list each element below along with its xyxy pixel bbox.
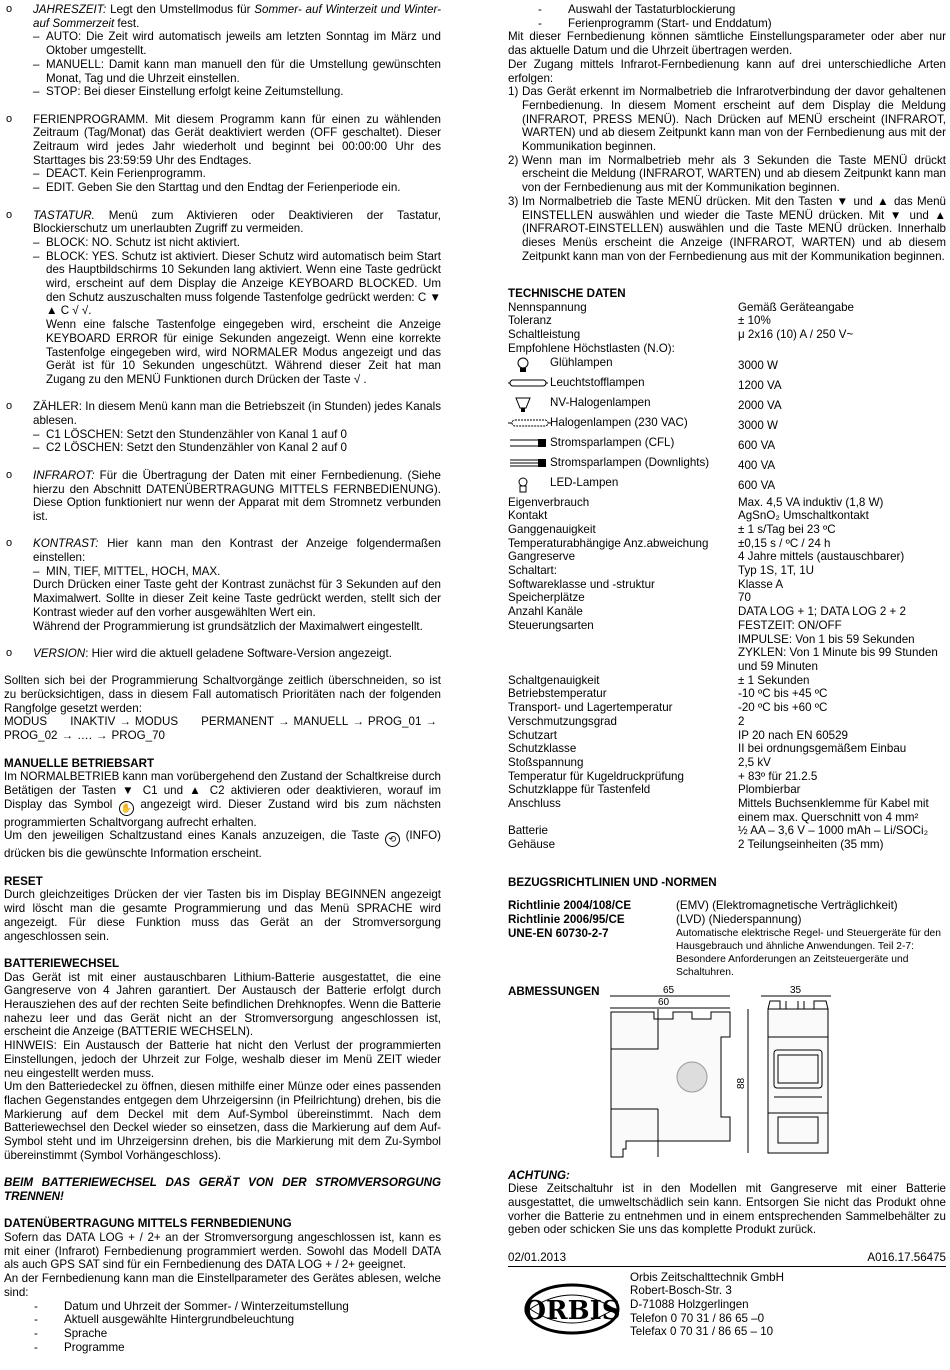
standard-id: Richtlinie 2004/108/CE [508, 899, 632, 913]
battery-text-1: Das Gerät ist mit einer austauschbaren Lithium-Batterie ausgestattet, die eine Gangreserve von 4 Jahren garantiert. Der Austausch der Batterie erfolgt durch Herausziehen des auf der rechten Seite befindlichen Drehknopfes. Wenn die Batterie nahezu leer und das Gerät nicht an der Stromversorgung angeschlossen ist, erscheint die Anzeige (BATTERIE WECHSELN). [4, 970, 441, 1039]
spec-row [508, 523, 948, 537]
lamp-name: Stromsparlampen (Downlights) [550, 455, 710, 469]
halogen-icon [508, 416, 548, 430]
spec-value: DATA LOG + 1; DATA LOG 2 + 2 [738, 605, 906, 619]
spec-key: Batterie [508, 824, 548, 838]
bullet-icon: o [6, 112, 13, 125]
spec-value: Typ 1S, 1T, 1U [738, 564, 815, 578]
spec-row [508, 797, 948, 824]
lamp-value: 400 VA [738, 458, 776, 472]
lamp-row [508, 436, 948, 456]
list-item: - Ferienprogramm (Start- und Enddatum) [538, 17, 946, 31]
lamp-name: Stromsparlampen (CFL) [550, 435, 675, 449]
lamps-table [508, 356, 948, 496]
spec-key: Transport- und Lagertemperatur [508, 701, 673, 715]
list-item: - Aktuell ausgewählte Hintergrundbeleuchtung [34, 1313, 441, 1327]
ferien-item [4, 113, 441, 195]
spec-row [508, 550, 948, 564]
battery-heading: BATTERIEWECHSEL [4, 956, 120, 970]
dimensions-heading: ABMESSUNGEN [508, 984, 600, 998]
lamp-value: 600 VA [738, 438, 776, 452]
manuelle-text-1 [4, 770, 441, 829]
manuelle-heading: MANUELLE BETRIEBSART [4, 756, 155, 770]
jahreszeit-text-italic: Sommer- auf Winterzeit und Winter- auf Sommerzeit [33, 3, 441, 30]
kontrast-extra2: Während der Programmierung ist grundsätzlich der Maximalwert eingestellt. [33, 619, 423, 633]
spec-row [508, 496, 948, 510]
lamp-row [508, 456, 948, 476]
spec-key: Verschmutzungsgrad [508, 714, 617, 728]
spec-key: Schaltart: [508, 564, 557, 578]
caution-heading: ACHTUNG: [508, 1168, 570, 1182]
flow-item: MODUS INAKTIV [4, 715, 116, 729]
spec-value: AgSnO₂ Umschaltkontakt [738, 509, 869, 523]
bullet-icon: o [6, 537, 13, 550]
numbered-item: 3) Im Normalbetrieb die Taste MENÜ drücken. Mit den Tasten ▼ und ▲ das Menü EINSTELLEN auswählen und wieder die Taste MENÜ drücken. Mit ▼ und ▲ (INFRAROT-EINSTELLEN) auswählen und die Taste MENÜ drücken. Innerhalb dieses Menüs erscheint die Anzeige (INFRAROT, WARTEN) und ab diesem Zeitpunkt kann man von der Fernbedienung aus mit der Kommunikation beginnen. [508, 194, 946, 263]
sub-item: – STOP: Bei dieser Einstellung erfolgt keine Zeitumstellung. [33, 85, 441, 99]
spec-row [508, 838, 948, 852]
numbered-text: Wenn man im Normalbetrieb mehr als 3 Sekunden die Taste MENÜ drückt erscheint die Meldung (INFRAROT, WARTEN) und ab diesem Zeitpunkt kann man von der Fernbedienung aus mit der Kommunikation beginnen. [522, 153, 946, 195]
spec-key: Betriebstemperatur [508, 687, 607, 701]
downlight-icon [508, 456, 548, 470]
spec-row [508, 824, 948, 838]
flow-item: …. [77, 729, 92, 743]
manuelle-text-c: Um den jeweiligen Schaltzustand eines Kanals anzuzeigen, die Taste [4, 829, 380, 843]
lamp-value: 3000 W [738, 418, 778, 432]
spec-row [508, 537, 948, 551]
spec-key: Ganggenauigkeit [508, 522, 596, 536]
sub-item: – C2 LÖSCHEN: Setzt den Stundenzähler von Kanal 2 auf 0 [33, 441, 441, 455]
spec-row [508, 509, 948, 523]
spec-key: Steuerungsarten [508, 618, 594, 632]
spec-value: 2 Teilungseinheiten (35 mm) [738, 838, 884, 852]
spec-row [508, 564, 948, 578]
spec-row [508, 783, 948, 797]
kontrast-extra1: Durch Drücken einer Taste geht der Kontrast zunächst für 3 Sekunden auf den Maximalwert. Sollte in dieser Zeit keine Taste gedrückt werden, stellt sich der Kontrast wieder auf den vorher ausgewählten Wert ein. [33, 578, 441, 619]
spec-value: -10 ºC bis +45 ºC [738, 687, 828, 701]
manuelle-text-b: angezeigt wird. Dieser Zustand wird bis zum nächsten programmierten Schaltvorgang aufrecht erhalten. [4, 797, 441, 829]
tastatur-head: TASTATUR. [33, 208, 95, 222]
spec-value: 4 Jahre mittels (austauschbarer) [738, 550, 905, 564]
flow-item: PROG_70 [111, 729, 166, 743]
numbered-item: 2) Wenn man im Normalbetrieb mehr als 3 Sekunden die Taste MENÜ drückt erscheint die Meldung (INFRAROT, WARTEN) und ab diesem Zeitpunkt kann man von der Fernbedienung aus mit der Kommunikation beginnen. [508, 153, 946, 195]
spec-key: Speicherplätze [508, 591, 585, 605]
sub-item: – DEACT. Kein Ferienprogramm. [33, 167, 441, 181]
arrow-right-icon: → [61, 729, 74, 743]
bullet-icon: o [6, 646, 13, 659]
kontrast-head: KONTRAST: [33, 537, 99, 551]
spec-value: Plombierbar [738, 783, 801, 797]
list-item: - Programme [34, 1341, 441, 1355]
standards-heading: BEZUGSRICHTLINIEN UND -NORMEN [508, 875, 717, 889]
spec-key: Schutzart [508, 728, 557, 742]
jahreszeit-item [4, 3, 441, 99]
spec-row [508, 328, 948, 342]
bullet-icon: o [6, 468, 13, 481]
lamp-row [508, 416, 948, 436]
orbis-logo [522, 1277, 622, 1341]
standard-desc: (EMV) (Elektromagnetische Verträglichkeit) [676, 899, 898, 913]
manuelle-text-a: Im NORMALBETRIEB kann man vorübergehend den Zustand der Schaltkreise durch Betätigen der Tasten ▼ C1 und ▲ C2 aktivieren oder deaktivieren, worauf im Display das Symbol [4, 770, 441, 811]
spec-row [508, 715, 948, 729]
arrow-right-icon: → [95, 729, 108, 743]
sub-item: – BLOCK: NO. Schutz ist nicht aktiviert. [33, 236, 441, 250]
list-item: - Sprache [34, 1327, 441, 1341]
bulb-icon [508, 356, 548, 370]
zaehler-item [4, 400, 441, 455]
spec-row [508, 578, 948, 592]
spec-row [508, 742, 948, 756]
lamp-type [508, 456, 738, 476]
data-transfer-list [4, 1300, 441, 1355]
spec-key: Temperaturabhängige Anz.abweichung [508, 536, 709, 550]
svg-text:ORBIS: ORBIS [523, 1295, 621, 1326]
spec-key: Nennspannung [508, 300, 587, 314]
lamp-name: Glühlampen [550, 355, 613, 369]
lamp-value: 600 VA [738, 478, 776, 492]
lamp-type [508, 416, 738, 436]
spec-row [508, 301, 948, 315]
lamp-name: LED-Lampen [550, 475, 619, 489]
fluorescent-icon [508, 376, 548, 390]
manuelle-text-2 [4, 829, 441, 861]
manuelle-text-d: (INFO) drücken bis die gewünschte Information erscheint. [4, 829, 441, 861]
battery-text-3: Um den Batteriedeckel zu öffnen, diesen mithilfe einer Münze oder eines passenden flachen Gegenstandes entgegen dem Uhrzeigersinn (in Pfeilrichtung) drehen, bis die Markierung auf dem Deckel mit dem Auf-Symbol übereinstimmt. Nach dem Batteriewechsel den Deckel wieder so einsetzen, dass die Markierung auf dem Auf-Symbol steht und im Uhrzeigersinn drehen, bis die Markierung mit dem Zu-Symbol übereinstimmt (Symbol Vorhängeschloss). [4, 1080, 441, 1162]
led-icon [508, 476, 548, 490]
spec-row [508, 674, 948, 688]
flow-item: MODUS PERMANENT [134, 715, 274, 729]
jahreszeit-head: JAHRESZEIT: [33, 3, 107, 16]
hand-symbol-icon: ✋ [119, 801, 134, 816]
lamp-name: Halogenlampen (230 VAC) [550, 415, 688, 429]
sub-item: – AUTO: Die Zeit wird automatisch jeweils am letzten Sonntag im März und Oktober umgestellt. [33, 30, 441, 57]
cfl-icon [508, 436, 548, 450]
standards-table [508, 899, 948, 978]
tastatur-text: Menü zum Aktivieren oder Deaktivieren der Tastatur, Blockierschutz um unerlaubten Zugriff zu vermeiden. [33, 208, 441, 236]
spec-value: Gemäß Geräteangabe [738, 300, 855, 314]
reset-text: Durch gleichzeitiges Drücken der vier Tasten bis im Display BEGINNEN angezeigt wird löscht man die gesamte Programmierung und das Menü SPRACHE wird angezeigt. Für diese Funktion muss das Gerät an der Stromversorgung angeschlossen sein. [4, 888, 441, 943]
lamp-row [508, 356, 948, 376]
spec-row [508, 756, 948, 770]
arrow-right-icon: → [425, 715, 437, 729]
caution-text: Diese Zeitschaltuhr ist in den Modellen mit Gangreserve mit einer Batterie ausgestattet, die umweltschädlich sein kann. Entsorgen Sie nicht das Produkt ohne vorher die Batterie zu entnehmen und in einem entsprechenden Sammelbehälter zu geben oder schicken Sie uns das komplette Produkt zurück. [508, 1182, 946, 1237]
sub-item: – C1 LÖSCHEN: Setzt den Stundenzähler von Kanal 1 auf 0 [33, 428, 441, 442]
lamp-name: NV-Halogenlampen [550, 395, 651, 409]
standard-id: Richtlinie 2006/95/CE [508, 912, 625, 926]
kontrast-text: Hier kann man den Kontrast der Anzeige folgendermaßen einstellen: [33, 537, 441, 565]
numbered-text: Das Gerät erkennt im Normalbetrieb die Infrarotverbindung der davor gehaltenen Fernbedienung. In diesem Moment erscheint auf dem Display die Meldung (INFRAROT, PRESS MENÜ). Nach Drücken auf MENÜ erscheint (INFRAROT, WARTEN) und ab diesem Zeitpunkt kann man von der Fernbedienung aus mit der Kommunikation beginnen. [522, 85, 946, 154]
sub-item: – MIN, TIEF, MITTEL, HOCH, MAX. [33, 565, 441, 579]
remote-text-2: Der Zugang mittels Infrarot-Fernbedienung kann auf drei unterschiedliche Arten erfolgen: [508, 57, 946, 85]
spec-value: 2 [738, 714, 745, 728]
infrarot-head: INFRAROT: [33, 468, 95, 482]
infrarot-item [4, 469, 441, 524]
bullet-icon: o [6, 208, 13, 221]
spec-key: Eigenverbrauch [508, 495, 590, 509]
priority-flow-2 [4, 729, 441, 743]
lamp-row [508, 476, 948, 496]
spec-value: μ 2x16 (10) A / 250 V~ [738, 328, 854, 342]
left-column [4, 3, 441, 1354]
sub-item: – EDIT. Geben Sie den Starttag und den Endtag der Ferienperiode ein. [33, 181, 441, 195]
spec-value: Mittels Buchsenklemme für Kabel mit einem max. Querschnitt von 4 mm² [738, 797, 929, 824]
standard-desc: (LVD) (Niederspannung) [676, 912, 802, 926]
arrow-right-icon: → [277, 715, 290, 729]
company-address [630, 1271, 784, 1340]
company-block [508, 1271, 946, 1351]
version-text: : Hier wird die aktuell geladene Software-Version angezeigt. [85, 646, 392, 660]
info-key-icon: ⟲ [385, 832, 400, 847]
tech-heading: TECHNISCHE DATEN [508, 287, 626, 301]
spec-key: Schutzklasse [508, 742, 577, 756]
spec-key: Toleranz [508, 314, 552, 328]
version-item [4, 647, 441, 661]
spec-value: ½ AA – 3,6 V – 1000 mAh – Li/SOCi₂ [738, 824, 929, 838]
data-transfer-text-2: An der Fernbedienung kann man die Einstellparameter des Gerätes ablesen, welche sind: [4, 1272, 441, 1299]
dim-60: 60 [658, 996, 670, 1008]
spec-value: 70 [738, 591, 751, 605]
lamp-row [508, 376, 948, 396]
version-head: VERSION [33, 646, 86, 660]
spec-key: Gangreserve [508, 550, 576, 564]
data-transfer-heading: DATENÜBERTRAGUNG MITTELS FERNBEDIENUNG [4, 1217, 292, 1231]
right-column [508, 3, 946, 1351]
dimensions-drawing [508, 979, 948, 1169]
flow-item: PROG_01 [367, 715, 422, 729]
spec-key: Softwareklasse und -struktur [508, 577, 655, 591]
doc-code: A016.17.56475 [867, 1250, 946, 1264]
spec-row [508, 591, 948, 605]
standard-id: UNE-EN 60730-2-7 [508, 926, 609, 940]
spec-key: Anzahl Kanäle [508, 605, 583, 619]
dimensions-section [508, 979, 946, 1169]
address-line: Orbis Zeitschalttechnik GmbH [630, 1270, 784, 1284]
lamp-type [508, 376, 738, 396]
kontrast-item [4, 537, 441, 633]
data-transfer-text-1: Sofern das DATA LOG + / 2+ an der Stromversorgung angeschlossen ist, kann es mit einer (Infrarot) Fernbedienung programmiert werden. Sowohl das Modell DATA als auch GPS SAT sind für ein Fernbedienung des DATA LOG + / 2+ geeignet. [4, 1230, 441, 1272]
dim-65: 65 [663, 984, 675, 996]
spec-row [508, 770, 948, 784]
spec-row [508, 729, 948, 743]
spec-value: + 83º für 21.2.5 [738, 769, 818, 783]
spec-row [508, 605, 948, 619]
arrow-right-icon: → [119, 715, 131, 729]
priority-flow-1 [4, 715, 441, 729]
spec-key: Anschluss [508, 797, 561, 811]
spec-value: ± 10% [738, 314, 771, 328]
lamp-value: 2000 VA [738, 398, 782, 412]
spec-value: ± 1 Sekunden [738, 673, 810, 687]
lamps-heading: Empfohlene Höchstlasten (N.O): [508, 341, 675, 355]
address-line: D-71088 Holzgerlingen [630, 1297, 749, 1311]
lamp-name: Leuchtstofflampen [550, 375, 645, 389]
lamp-type [508, 356, 738, 376]
spec-row [508, 619, 948, 674]
lamp-value: 1200 VA [738, 378, 782, 392]
spec-row [508, 687, 948, 701]
spec-key: Schutzklappe für Tastenfeld [508, 783, 651, 797]
spec-key: Temperatur für Kugeldruckprüfung [508, 769, 684, 783]
transfer-list-continued [508, 3, 946, 30]
flow-item: MANUELL [293, 715, 349, 729]
lamp-value: 3000 W [738, 358, 778, 372]
spec-key: Schaltleistung [508, 328, 581, 342]
tastatur-item [4, 209, 441, 387]
sub-item: – BLOCK: YES. Schutz ist aktiviert. Dieser Schutz wird automatisch beim Start des Hauptbildschirms 10 Sekunden lang aktiviert. Wenn eine Taste gedrückt wird, erscheint auf dem Display die Anzeige KEYBOARD BLOCKED. Um den Schutz auszuschalten muss folgende Tastenfolge gedrückt werden: C ▼ ▲ C √ √. [33, 250, 441, 319]
spec-row [508, 314, 948, 328]
lamp-row [508, 396, 948, 416]
spec-value: Max. 4,5 VA induktiv (1,8 W) [738, 495, 884, 509]
sub-item: – MANUELL: Damit kann man manuell den für die Umstellung gewünschten Monat, Tag und die Uhrzeit einstellen. [33, 58, 441, 85]
spec-key: Kontakt [508, 509, 548, 523]
dim-35: 35 [790, 984, 802, 996]
spec-key: Gehäuse [508, 838, 556, 852]
battery-warning: BEIM BATTERIEWECHSEL DAS GERÄT VON DER STROMVERSORGUNG TRENNEN! [4, 1176, 441, 1203]
tech-table-2 [508, 496, 948, 852]
list-item: - Auswahl der Tastaturblockierung [538, 3, 946, 17]
spec-value: ± 1 s/Tag bei 23 ºC [738, 522, 836, 536]
spec-value: 2,5 kV [738, 755, 771, 769]
doc-date: 02/01.2013 [508, 1250, 567, 1264]
spec-value: ±0,15 s / ºC / 24 h [738, 536, 831, 550]
lamp-type [508, 436, 738, 456]
priority-text: Sollten sich bei der Programmierung Schaltvorgänge zeitlich überschneiden, so ist zu berücksichtigen, dass in diesem Fall automatisch Prioritäten nach der folgenden Rangfolge gesetzt werden: [4, 674, 441, 715]
address-line: Robert-Bosch-Str. 3 [630, 1284, 732, 1298]
arrow-right-icon: → [352, 715, 364, 729]
tech-table-1 [508, 301, 948, 342]
tastatur-extra: Wenn eine falsche Tastenfolge eingegeben wird, erscheint die Anzeige KEYBOARD ERROR für einige Sekunden angezeigt. Wenn eine korrekte Tastenfolge eingegeben wird, wird NORMALER Modus angezeigt und das Gerät ist für 10 Sekunden ungeschützt. Während dieser Zeit hat man Zugang zu den MENÜ Funktionen durch Drücken der Taste √ . [46, 318, 441, 386]
spec-key: Stoßspannung [508, 755, 584, 769]
bullet-icon: o [6, 400, 13, 413]
bullet-icon: o [6, 3, 13, 15]
address-line: Telefon 0 70 31 / 86 65 –0 [630, 1311, 765, 1325]
footer-line [508, 1251, 946, 1267]
remote-text-1: Mit dieser Fernbedienung können sämtliche Einstellungsparameter oder aber nur das aktuelle Datum und die Uhrzeit übertragen werden. [508, 30, 946, 58]
standard-desc: Automatische elektrische Regel- und Steuergeräte für den Hausgebrauch und ähnliche Anwendungen. Teil 2-7: Besondere Anforderungen an Zeitsteuergeräte und Schaltuhren. [676, 927, 942, 978]
battery-text-2: HINWEIS: Ein Austausch der Batterie hat nicht den Verlust der programmierten Einstellungen, jedoch der Uhrzeit zur Folge, weshalb dieser im Menü ZEIT wieder neu eingestellt werden muss. [4, 1039, 441, 1080]
dim-88: 88 [736, 1077, 747, 1089]
jahreszeit-text-end: fest. [114, 16, 140, 30]
numbered-item: 1) Das Gerät erkennt im Normalbetrieb die Infrarotverbindung der davor gehaltenen Fernbedienung. In diesem Moment erscheint auf dem Display die Meldung (INFRAROT, PRESS MENÜ). Nach Drücken auf MENÜ erscheint (INFRAROT, WARTEN) und ab diesem Zeitpunkt kann man von der Fernbedienung aus mit der Kommunikation beginnen. [508, 85, 946, 154]
address-line: Telefax 0 70 31 / 86 65 – 10 [630, 1325, 774, 1339]
infrarot-text: Für die Übertragung der Daten mit einer Fernbedienung. (Siehe hierzu den Abschnitt DATENÜBERTRAGUNG MITTELS FERNBEDIENUNG). Diese Option funktioniert nur wenn der Apparat mit dem Stromnetz verbunden ist. [33, 468, 441, 523]
halogen-lv-icon [508, 396, 548, 410]
lamp-type [508, 396, 738, 416]
spec-value: -20 ºC bis +60 ºC [738, 701, 828, 715]
flow-item: PROG_02 [4, 729, 58, 743]
spec-value: Klasse A [738, 577, 784, 591]
spec-value: FESTZEIT: ON/OFF IMPULSE: Von 1 bis 59 Sekunden ZYKLEN: Von 1 Minute bis 99 Stunden und 59 Minuten [738, 618, 938, 673]
spec-key: Schaltgenauigkeit [508, 673, 600, 687]
reset-heading: RESET [4, 874, 43, 888]
spec-value: IP 20 nach EN 60529 [738, 728, 849, 742]
numbered-text: Im Normalbetrieb die Taste MENÜ drücken. Mit den Tasten ▼ und ▲ das Menü EINSTELLEN auswählen und wieder die Taste MENÜ drücken. Mit ▼ und ▲ (INFRAROT-EINSTELLEN) auswählen und die Taste MENÜ drücken. Innerhalb dieses Menüs erscheint die Anzeige (INFRAROT, WARTEN) und ab diesem Zeitpunkt kann man von der Fernbedienung aus mit der Kommunikation beginnen. [522, 194, 946, 263]
jahreszeit-text: Legt den Umstellmodus für [106, 3, 255, 16]
zaehler-text: ZÄHLER: In diesem Menü kann man die Betriebszeit (in Stunden) jedes Kanals ablesen. [33, 400, 441, 428]
spec-row [508, 701, 948, 715]
lamp-type [508, 476, 738, 496]
list-item: - Datum und Uhrzeit der Sommer- / Winterzeitumstellung [34, 1300, 441, 1314]
spec-value: II bei ordnungsgemäßem Einbau [738, 742, 907, 756]
ferien-text: FERIENPROGRAMM. Mit diesem Programm kann für einen zu wählenden Zeitraum (Tag/Monat) das Gerät deaktiviert werden (OFF geschaltet). Dieser Zeitraum wird jedes Jahr wiederholt und beginnt bei 00:00:00 Uhr des Starttages bis 23:59:59 Uhr des Endtages. [33, 112, 441, 167]
